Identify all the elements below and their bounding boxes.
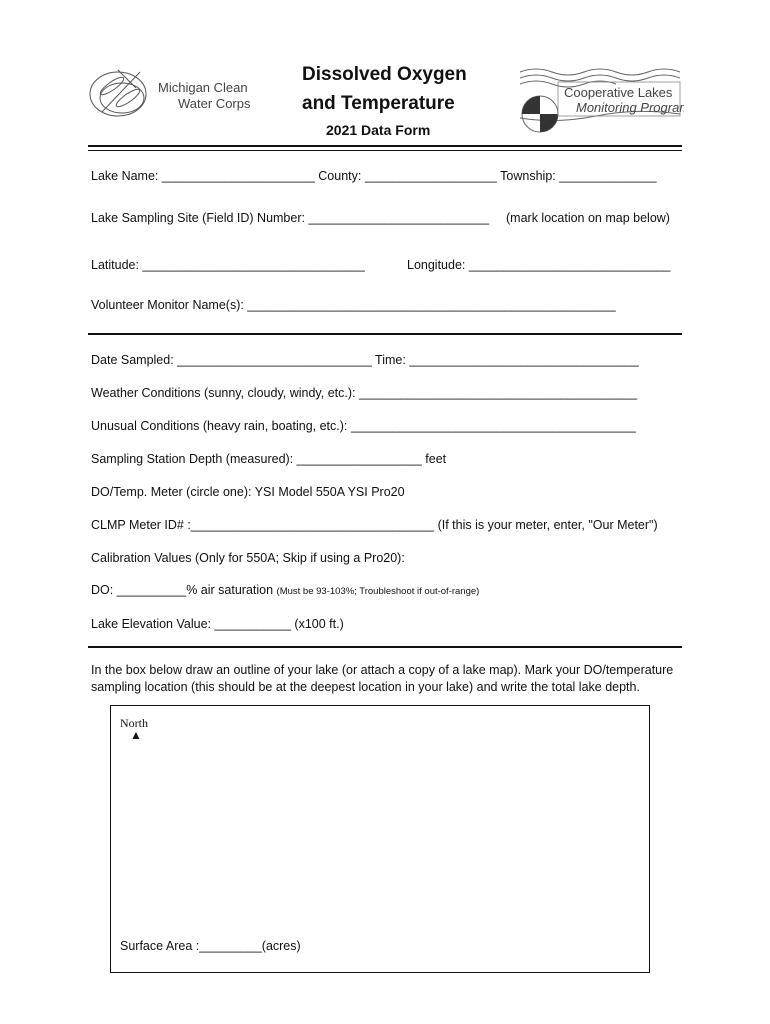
- dragonfly-icon: [90, 70, 146, 116]
- volunteer-name-field[interactable]: Volunteer Monitor Name(s): _____________________________________________________: [91, 298, 616, 312]
- do-saturation-note: (Must be 93-103%; Troubleshoot if out-of-range): [276, 586, 480, 597]
- lake-map-drawing-box[interactable]: [110, 705, 650, 973]
- north-arrow-icon: ▲: [130, 728, 142, 742]
- lake-name-county-township-field[interactable]: Lake Name: ______________________ County: ___________________ Township: ______________: [91, 169, 657, 183]
- latitude-field[interactable]: Latitude: ________________________________: [91, 258, 365, 272]
- lake-elevation-field[interactable]: Lake Elevation Value: ___________ (x100 ft.): [91, 617, 344, 631]
- do-saturation-label: DO: __________% air saturation: [91, 583, 274, 597]
- clmp-logo: [516, 64, 684, 139]
- left-logo-line1: Michigan Clean: [158, 80, 248, 95]
- section-rule-1: [88, 333, 682, 335]
- header-rule-thick: [88, 145, 682, 147]
- right-logo-line1: Cooperative Lakes: [564, 85, 673, 100]
- meter-choice-field[interactable]: DO/Temp. Meter (circle one): YSI Model 550A YSI Pro20: [91, 485, 405, 499]
- surface-area-field[interactable]: Surface Area :_________(acres): [120, 939, 301, 953]
- station-depth-field[interactable]: Sampling Station Depth (measured): __________________ feet: [91, 452, 447, 466]
- michigan-clean-water-corps-logo: [88, 62, 278, 133]
- site-number-field[interactable]: Lake Sampling Site (Field ID) Number: __________________________: [91, 211, 490, 225]
- weather-field[interactable]: Weather Conditions (sunny, cloudy, windy, etc.): ________________________________________: [91, 386, 638, 400]
- form-title-line1: Dissolved Oxygen: [302, 64, 467, 85]
- form-subtitle: 2021 Data Form: [326, 122, 431, 138]
- unusual-conditions-field[interactable]: Unusual Conditions (heavy rain, boating, etc.): _________________________________________: [91, 419, 636, 433]
- do-saturation-field[interactable]: [91, 583, 479, 597]
- header-rule-thin: [88, 150, 682, 151]
- site-number-note: (mark location on map below): [506, 211, 670, 225]
- calibration-heading: Calibration Values (Only for 550A; Skip if using a Pro20):: [91, 551, 405, 565]
- left-logo-line2: Water Corps: [178, 96, 251, 111]
- longitude-field[interactable]: Longitude: _____________________________: [407, 258, 671, 272]
- date-time-field[interactable]: Date Sampled: ____________________________ Time: _________________________________: [91, 353, 639, 367]
- right-logo-line2: Monitoring Program: [576, 100, 684, 115]
- clmp-meter-id-field[interactable]: CLMP Meter ID# :___________________________________ (If this is your meter, enter, "Our Meter"): [91, 518, 658, 532]
- section-rule-2: [88, 646, 682, 648]
- map-instructions: In the box below draw an outline of your lake (or attach a copy of a lake map). Mark your DO/temperature sampling location (this should be at the deepest location in your lake) and write the total lake depth.: [91, 663, 674, 694]
- secchi-disk-icon: [522, 96, 540, 114]
- form-title-line2: and Temperature: [302, 93, 455, 114]
- north-label: North: [120, 716, 148, 730]
